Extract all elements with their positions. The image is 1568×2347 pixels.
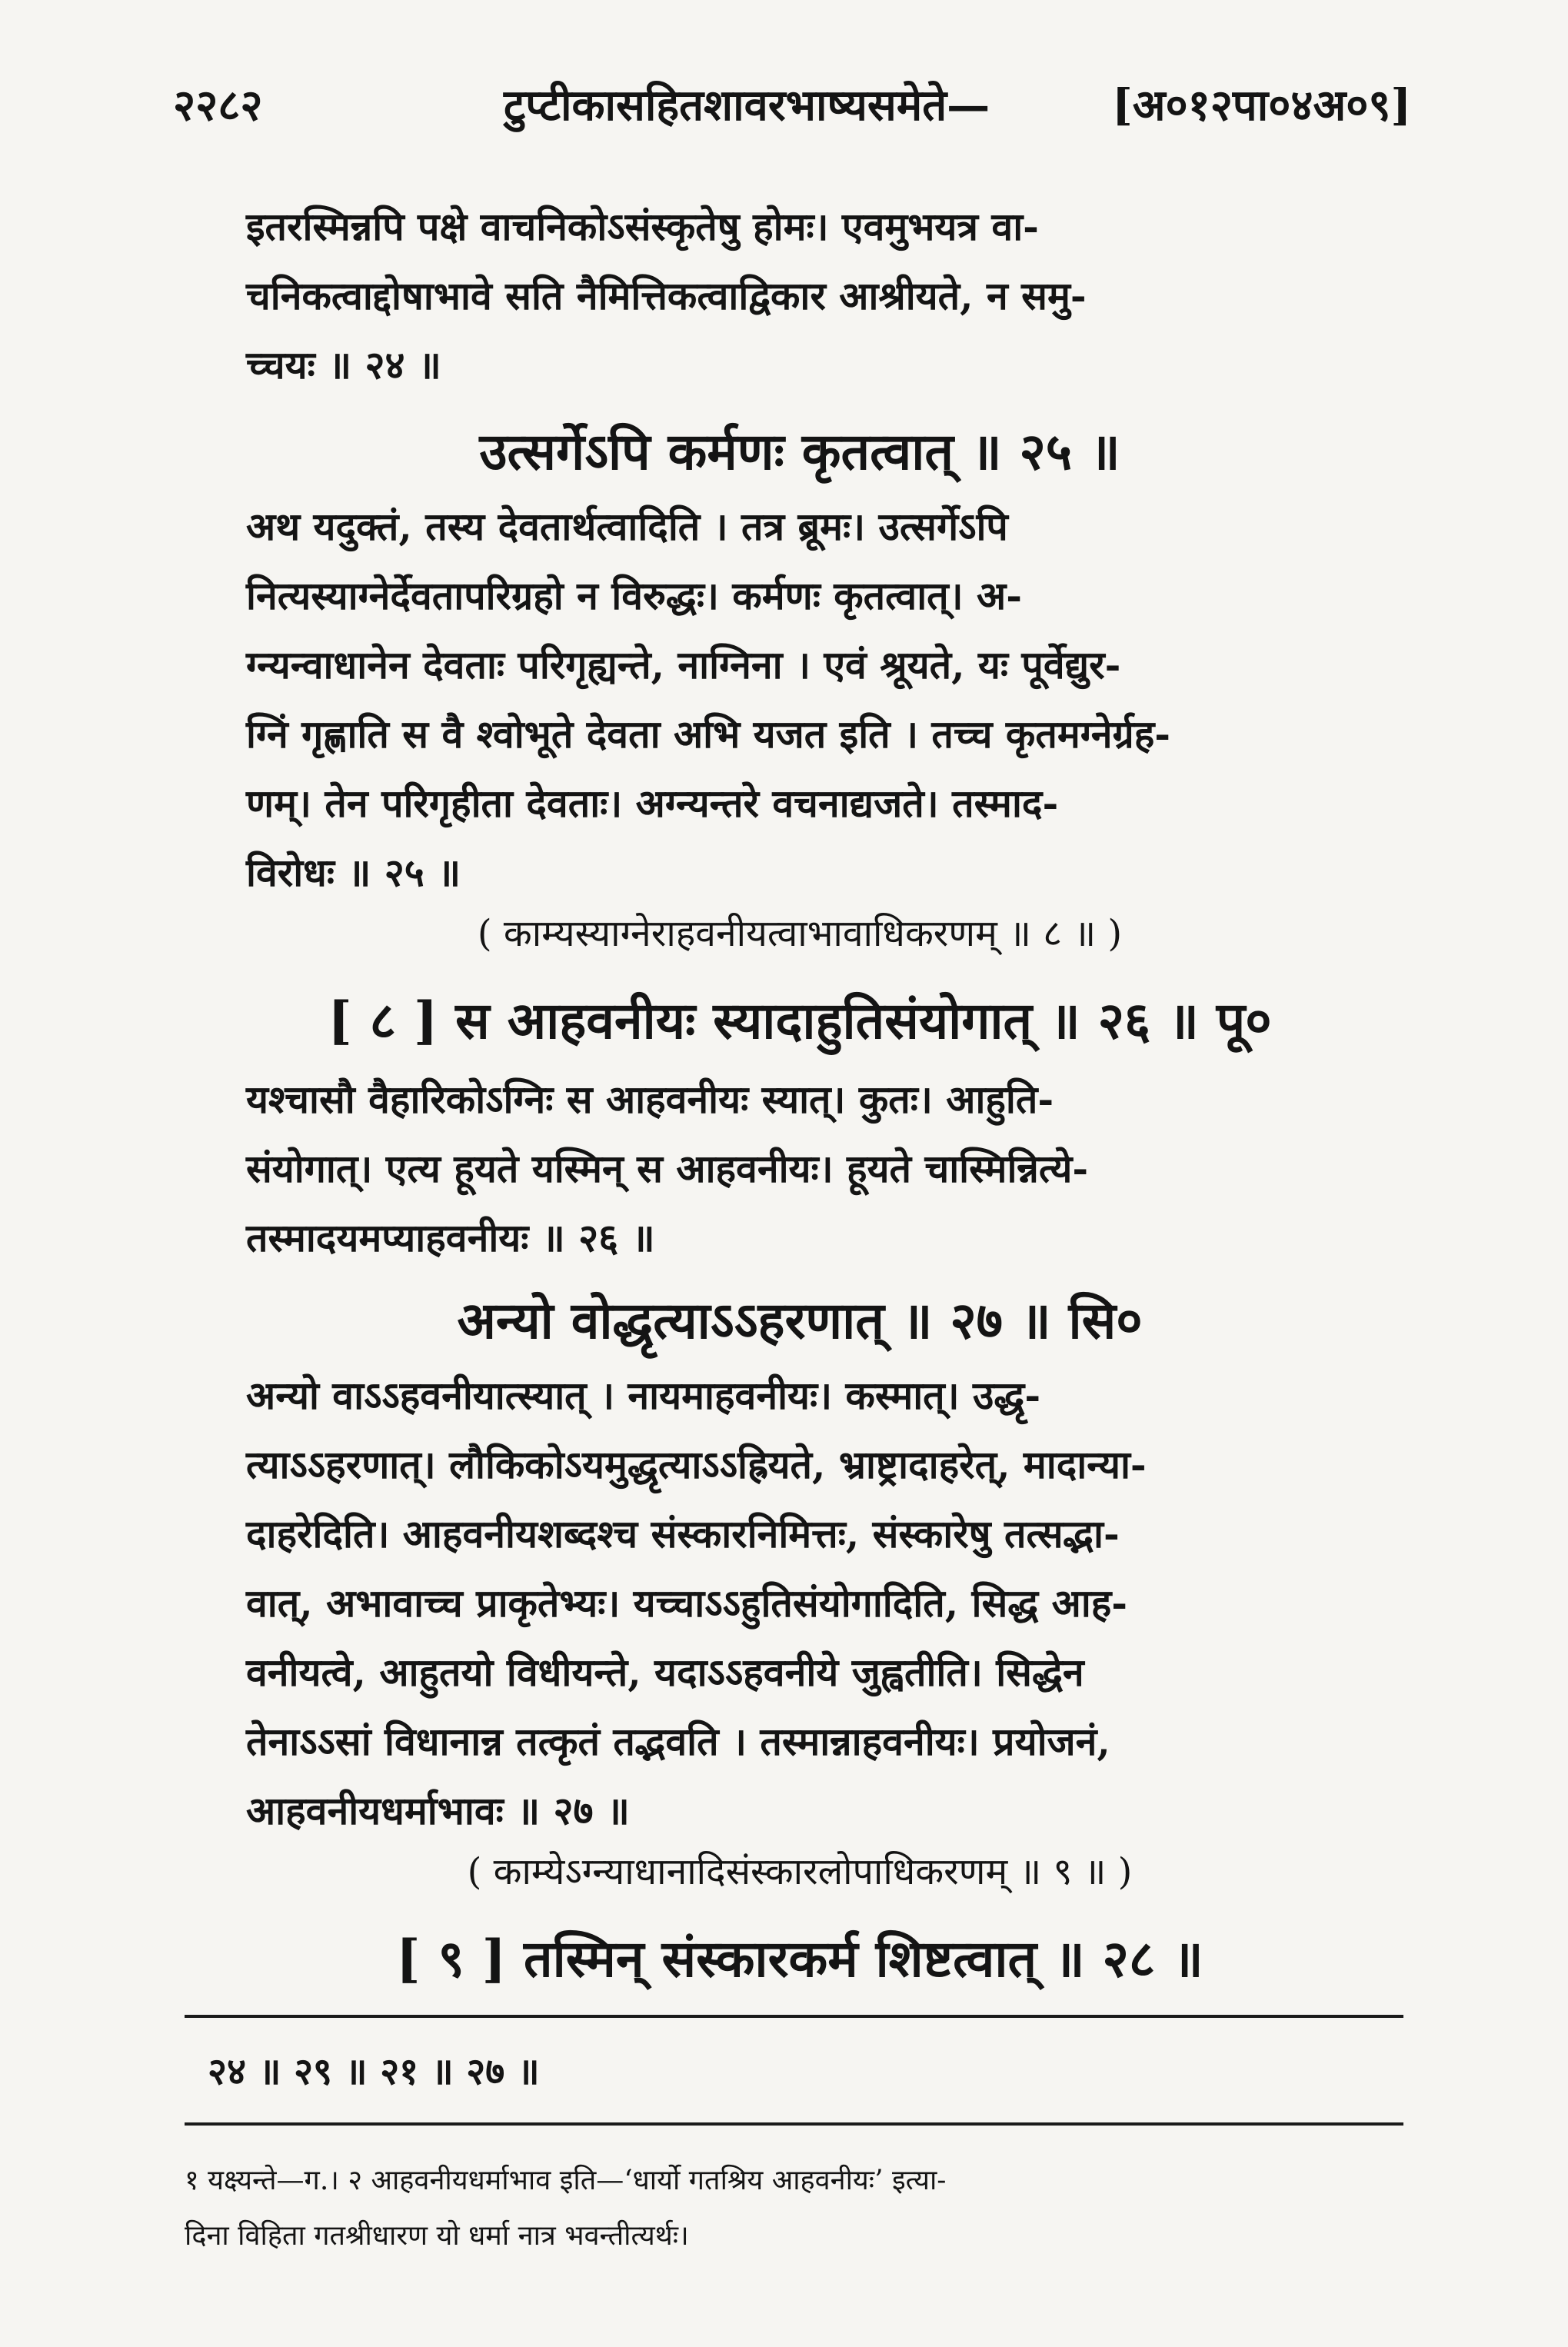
text-line: वात्, अभावाच्च प्राकृतेभ्यः। यच्चाऽऽहुतिसंयोगादिति, सिद्ध आह-: [246, 1580, 1128, 1626]
adhikarana-heading-9: ( काम्येऽग्न्याधानादिसंस्कारलोपाधिकरणम् ॥ ९ ॥ ): [467, 1850, 1133, 1893]
commentary-26: [246, 1065, 1369, 1273]
running-header: [173, 71, 1411, 140]
sutra-27: अन्यो वोद्धृत्याऽऽहरणात् ॥ २७ ॥ सि०: [457, 1290, 1143, 1350]
commentary-27: [246, 1361, 1369, 1846]
footnote-line: १ यक्ष्यन्ते—ग.। २ आहवनीयधर्माभाव इति—‘धार्यो गतश्रिय आहवनीयः’ इत्या-: [185, 2165, 947, 2196]
text-line: त्याऽऽहरणात्। लौकिकोऽयमुद्धृत्याऽऽह्रियते, भ्राष्ट्रादाहरेत्, मादान्या-: [246, 1442, 1147, 1487]
text-line: च्चयः ॥ २४ ॥: [246, 342, 441, 388]
text-line: चनिकत्वाद्दोषाभावे सति नैमित्तिकत्वाद्विकार आश्रीयते, न समु-: [246, 273, 1087, 318]
sutra-26: [ ८ ] स आहवनीयः स्यादाहुतिसंयोगात् ॥ २६ ॥ पू०: [328, 990, 1272, 1050]
footnotes: [185, 2153, 1415, 2264]
text-line: वनीयत्वे, आहुतयो विधीयन्ते, यदाऽऽहवनीये जुह्वतीति। सिद्धेन: [246, 1650, 1084, 1695]
text-line: दाहरेदिति। आहवनीयशब्दश्च संस्कारनिमित्तः, संस्कारेषु तत्सद्भा-: [246, 1511, 1120, 1556]
adhikarana-heading-8: ( काम्यस्याग्नेराहवनीयत्वाभावाधिकरणम् ॥ ८ ॥ ): [477, 912, 1123, 955]
text-line: ग्निं गृह्णाति स वै श्वोभूते देवता अभि यजत इति । तच्च कृतमग्नेर्ग्रह-: [246, 711, 1171, 757]
sutra-28: [ ९ ] तस्मिन् संस्कारकर्म शिष्टत्वात् ॥ २८ ॥: [396, 1929, 1203, 1989]
divider-rule: [185, 2015, 1403, 2018]
footnote-line: दिना विहिता गतश्रीधारण यो धर्मा नात्र भवन्तीत्यर्थः।: [185, 2220, 689, 2252]
text-line: तेनाऽऽसां विधानान्न तत्कृतं तद्भवति । तस्मान्नाहवनीयः। प्रयोजनं,: [246, 1719, 1110, 1764]
running-title: टुप्टीकासहितशावरभाष्यसमेते—: [504, 80, 990, 131]
commentary-24: [246, 192, 1369, 400]
text-line: इतरस्मिन्नपि पक्षे वाचनिकोऽसंस्कृतेषु होमः। एवमुभयत्र वा-: [246, 204, 1039, 249]
commentary-25: [246, 492, 1369, 907]
text-line: णम्। तेन परिगृहीता देवताः। अग्न्यन्तरे वचनाद्यजते। तस्माद-: [246, 781, 1059, 826]
page-number: २२८२: [173, 80, 263, 131]
text-line: आहवनीयधर्माभावः ॥ २७ ॥: [246, 1788, 630, 1833]
footnote-rule: [185, 2122, 1403, 2126]
text-line: ग्न्यन्वाधानेन देवताः परिगृह्यन्ते, नाग्निना । एवं श्रूयते, यः पूर्वेद्युर-: [246, 642, 1121, 687]
text-line: अथ यदुक्तं, तस्य देवतार्थत्वादिति । तत्र ब्रूमः। उत्सर्गेऽपि: [246, 504, 1008, 549]
text-line: अन्यो वाऽऽहवनीयात्स्यात् । नायमाहवनीयः। कस्मात्। उद्धृ-: [246, 1373, 1041, 1418]
section-reference: [अ०१२पा०४अ०९]: [1112, 80, 1411, 131]
reference-line: २४ ॥ २९ ॥ २१ ॥ २७ ॥: [208, 2050, 540, 2093]
text-line: विरोधः ॥ २५ ॥: [246, 850, 461, 895]
text-line: यश्चासौ वैहारिकोऽग्निः स आहवनीयः स्यात्। कुतः। आहुति-: [246, 1077, 1054, 1122]
sutra-25: उत्सर्गेऽपि कर्मणः कृतत्वात् ॥ २५ ॥: [479, 421, 1120, 481]
text-line: नित्यस्याग्नेर्देवतापरिग्रहो न विरुद्धः। कर्मणः कृतत्वात्। अ-: [246, 573, 1022, 618]
text-line: तस्मादयमप्याहवनीयः ॥ २६ ॥: [246, 1215, 655, 1260]
text-line: संयोगात्। एत्य हूयते यस्मिन् स आहवनीयः। हूयते चास्मिन्नित्ये-: [246, 1146, 1089, 1191]
